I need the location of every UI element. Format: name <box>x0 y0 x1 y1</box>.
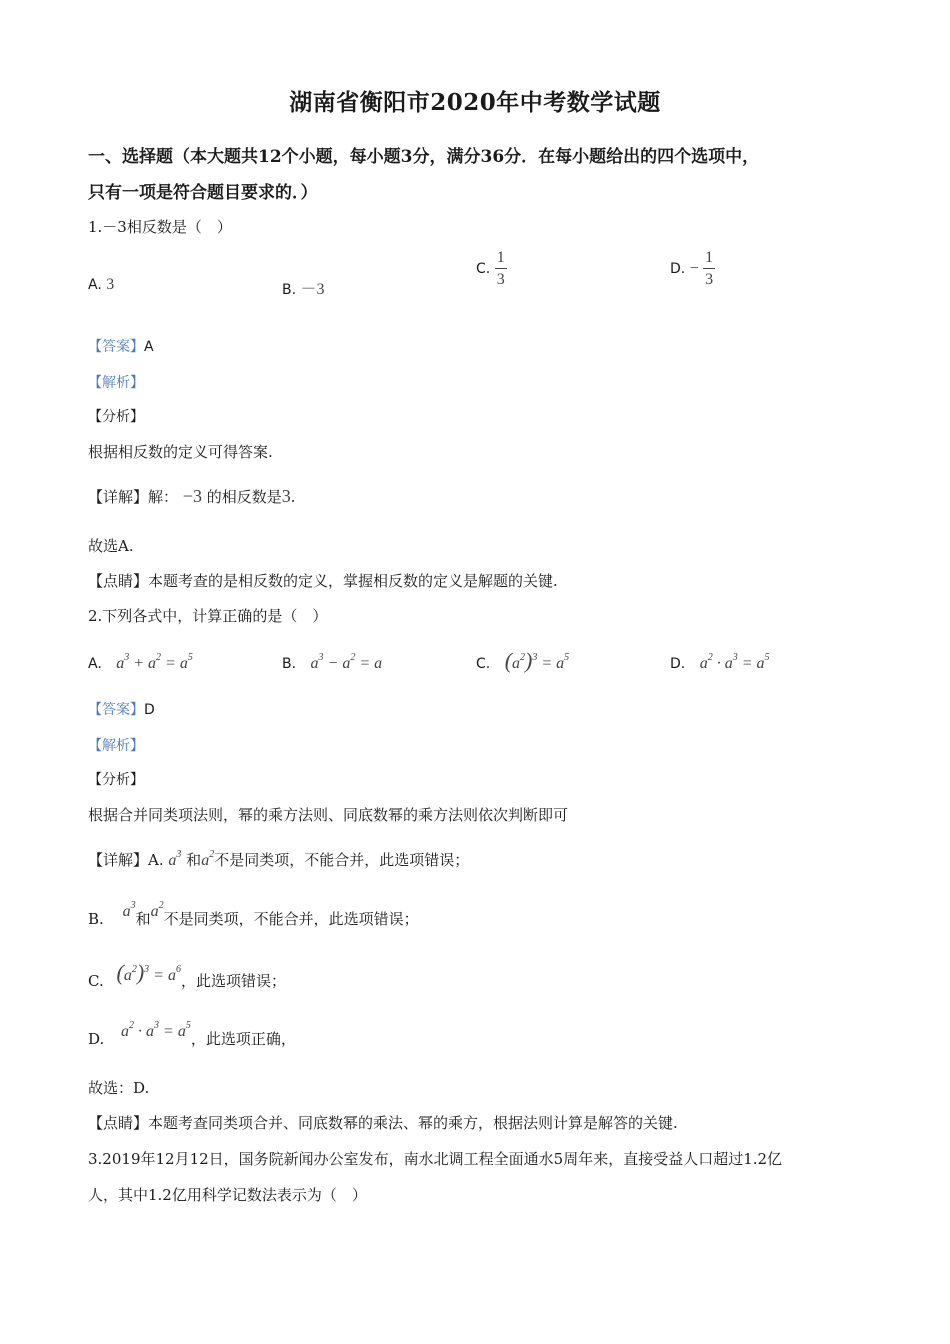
q1-detail: 【详解】解： −3 的相反数是3. <box>88 486 296 506</box>
math-expr: $a^2 \cdot a^3 = a^5$ <box>699 652 770 672</box>
q2-option-d[interactable] <box>670 652 769 673</box>
q2-stem: 2.下列各式中，计算正确的是（ ） <box>88 607 328 625</box>
option-label: C. <box>476 261 491 277</box>
option-label: A. <box>88 656 102 672</box>
option-label: B. <box>282 282 297 298</box>
q1-stem: 1.－3相反数是（ ） <box>88 218 232 236</box>
fraction: $\frac{1}{3}$ <box>496 249 505 288</box>
section-header-line1: 一、选择题（本大题共12个小题，每小题3分，满分36分．在每小题给出的四个选项中， <box>88 147 760 167</box>
option-value: 3 <box>106 276 115 293</box>
q1-fenxi-text: 根据相反数的定义可得答案. <box>88 443 273 461</box>
q2-answer <box>88 699 155 719</box>
math-expr: $a^3 + a^2 = a^5$ <box>116 652 193 672</box>
q3-stem-line2: 人，其中1.2亿用科学记数法表示为（ ） <box>88 1186 367 1204</box>
answer-tag: 【答案】 <box>88 702 144 718</box>
q1-option-c[interactable] <box>476 250 507 288</box>
q2-detail-d: D. $a^2 \cdot a^3 = a^5$，此选项正确， <box>88 1020 296 1048</box>
option-label: D. <box>670 656 686 672</box>
q2-detail-a: 【详解】A. $a^3$ 和$a^2$不是同类项，不能合并，此选项错误； <box>88 849 470 869</box>
option-label: C. <box>476 656 491 672</box>
q1-answer <box>88 336 154 356</box>
q2-option-a[interactable] <box>88 652 193 673</box>
section-header-line2: 只有一项是符合题目要求的．） <box>88 183 318 203</box>
page-title: 湖南省衡阳市2020年中考数学试题 <box>289 89 661 116</box>
q1-option-d[interactable] <box>670 250 715 288</box>
q1-option-a[interactable] <box>88 276 114 294</box>
option-label: A. <box>88 277 102 293</box>
option-value: －3 <box>300 281 325 298</box>
q1-option-b[interactable] <box>282 276 325 299</box>
minus-sign: − <box>689 260 699 277</box>
fraction: $\frac{1}{3}$ <box>705 249 714 288</box>
q2-detail-b: B. $a^3$和$a^2$不是同类项，不能合并，此选项错误； <box>88 900 419 928</box>
q2-analysis-tag: 【解析】 <box>88 738 144 754</box>
math-expr: $(a^2)^3 = a^5$ <box>504 648 570 673</box>
q1-fenxi-tag: 【分析】 <box>88 409 144 425</box>
q1-analysis-tag: 【解析】 <box>88 375 144 391</box>
q2-detail-c: C. $(a^2)^3 = a^6$，此选项错误； <box>88 960 286 990</box>
q2-fenxi-text: 根据合并同类项法则，幂的乘方法则、同底数幂的乘方法则依次判断即可 <box>88 806 569 824</box>
q1-choose: 故选A. <box>88 537 134 555</box>
answer-value: D <box>144 702 155 718</box>
q2-fenxi-tag: 【分析】 <box>88 772 144 788</box>
answer-tag: 【答案】 <box>88 339 144 355</box>
q2-option-c[interactable] <box>476 648 569 674</box>
q2-option-b[interactable] <box>282 652 382 673</box>
option-label: D. <box>670 261 686 277</box>
option-label: B. <box>282 656 297 672</box>
q2-comment: 【点睛】本题考查同类项合并、同底数幂的乘法、幂的乘方，根据法则计算是解答的关键. <box>88 1114 678 1132</box>
math-expr: $a^3 - a^2 = a$ <box>310 652 383 672</box>
q2-choose: 故选：D. <box>88 1079 150 1097</box>
q3-stem-line1: 3.2019年12月12日，国务院新闻办公室发布，南水北调工程全面通水5周年来，直接受益人口超过1.2亿 <box>88 1150 783 1168</box>
answer-value: A <box>144 339 154 355</box>
q1-comment: 【点睛】本题考查的是相反数的定义，掌握相反数的定义是解题的关键. <box>88 572 558 590</box>
